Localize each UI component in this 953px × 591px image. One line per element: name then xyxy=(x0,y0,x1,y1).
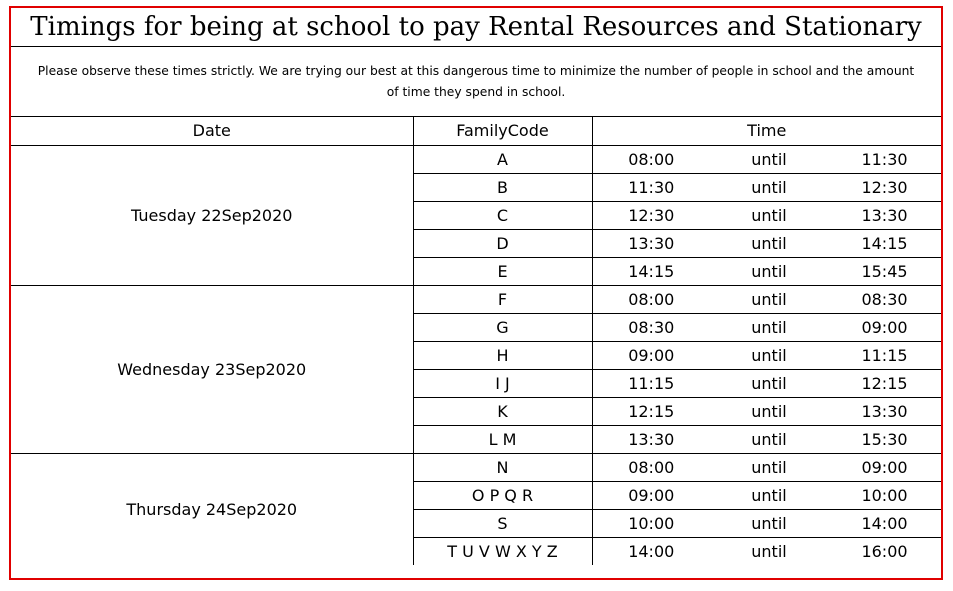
until-label-cell: until xyxy=(710,229,828,257)
until-label-cell: until xyxy=(710,369,828,397)
start-time-cell: 11:15 xyxy=(592,369,710,397)
end-time-cell: 13:30 xyxy=(828,201,941,229)
family-code-header: FamilyCode xyxy=(413,117,592,145)
end-time-cell: 11:15 xyxy=(828,341,941,369)
until-label-cell: until xyxy=(710,537,828,565)
until-label-cell: until xyxy=(710,201,828,229)
family-code-cell: E xyxy=(413,257,592,285)
start-time-cell: 08:00 xyxy=(592,453,710,481)
family-code-cell: L M xyxy=(413,425,592,453)
until-label-cell: until xyxy=(710,313,828,341)
until-label-cell: until xyxy=(710,257,828,285)
family-code-cell: T U V W X Y Z xyxy=(413,537,592,565)
family-code-cell: K xyxy=(413,397,592,425)
end-time-cell: 15:30 xyxy=(828,425,941,453)
end-time-cell: 13:30 xyxy=(828,397,941,425)
table-row xyxy=(11,285,941,313)
end-time-cell: 09:00 xyxy=(828,453,941,481)
day-date-cell: Thursday 24Sep2020 xyxy=(11,453,413,565)
family-code-cell: D xyxy=(413,229,592,257)
until-label-cell: until xyxy=(710,509,828,537)
table-row xyxy=(11,145,941,173)
family-code-cell: H xyxy=(413,341,592,369)
end-time-cell: 11:30 xyxy=(828,145,941,173)
start-time-cell: 08:00 xyxy=(592,285,710,313)
family-code-cell: O P Q R xyxy=(413,481,592,509)
start-time-cell: 08:00 xyxy=(592,145,710,173)
until-label-cell: until xyxy=(710,145,828,173)
end-time-cell: 12:30 xyxy=(828,173,941,201)
table-row xyxy=(11,453,941,481)
day-date-cell: Wednesday 23Sep2020 xyxy=(11,285,413,453)
family-code-cell: C xyxy=(413,201,592,229)
start-time-cell: 09:00 xyxy=(592,481,710,509)
date-header: Date xyxy=(11,117,413,145)
family-code-cell: F xyxy=(413,285,592,313)
end-time-cell: 16:00 xyxy=(828,537,941,565)
until-label-cell: until xyxy=(710,453,828,481)
end-time-cell: 08:30 xyxy=(828,285,941,313)
family-code-cell: I J xyxy=(413,369,592,397)
start-time-cell: 10:00 xyxy=(592,509,710,537)
header-row xyxy=(11,117,941,145)
family-code-cell: B xyxy=(413,173,592,201)
start-time-cell: 11:30 xyxy=(592,173,710,201)
page-title: Timings for being at school to pay Rental Resources and Stationary xyxy=(11,8,941,47)
start-time-cell: 14:00 xyxy=(592,537,710,565)
end-time-cell: 09:00 xyxy=(828,313,941,341)
end-time-cell: 14:00 xyxy=(828,509,941,537)
start-time-cell: 13:30 xyxy=(592,425,710,453)
start-time-cell: 14:15 xyxy=(592,257,710,285)
end-time-cell: 10:00 xyxy=(828,481,941,509)
end-time-cell: 12:15 xyxy=(828,369,941,397)
time-header: Time xyxy=(592,117,941,145)
start-time-cell: 12:15 xyxy=(592,397,710,425)
family-code-cell: N xyxy=(413,453,592,481)
family-code-cell: S xyxy=(413,509,592,537)
start-time-cell: 12:30 xyxy=(592,201,710,229)
until-label-cell: until xyxy=(710,425,828,453)
family-code-cell: G xyxy=(413,313,592,341)
notice-text: Please observe these times strictly. We are trying our best at this dangerous time to minimize the number of people in school and the amount of time they spend in school. xyxy=(11,47,941,117)
start-time-cell: 13:30 xyxy=(592,229,710,257)
until-label-cell: until xyxy=(710,285,828,313)
until-label-cell: until xyxy=(710,397,828,425)
schedule-table xyxy=(11,117,941,565)
until-label-cell: until xyxy=(710,481,828,509)
family-code-cell: A xyxy=(413,145,592,173)
until-label-cell: until xyxy=(710,341,828,369)
until-label-cell: until xyxy=(710,173,828,201)
start-time-cell: 08:30 xyxy=(592,313,710,341)
schedule-body xyxy=(11,117,941,565)
end-time-cell: 14:15 xyxy=(828,229,941,257)
start-time-cell: 09:00 xyxy=(592,341,710,369)
day-date-cell: Tuesday 22Sep2020 xyxy=(11,145,413,285)
end-time-cell: 15:45 xyxy=(828,257,941,285)
timetable-frame xyxy=(9,6,943,580)
